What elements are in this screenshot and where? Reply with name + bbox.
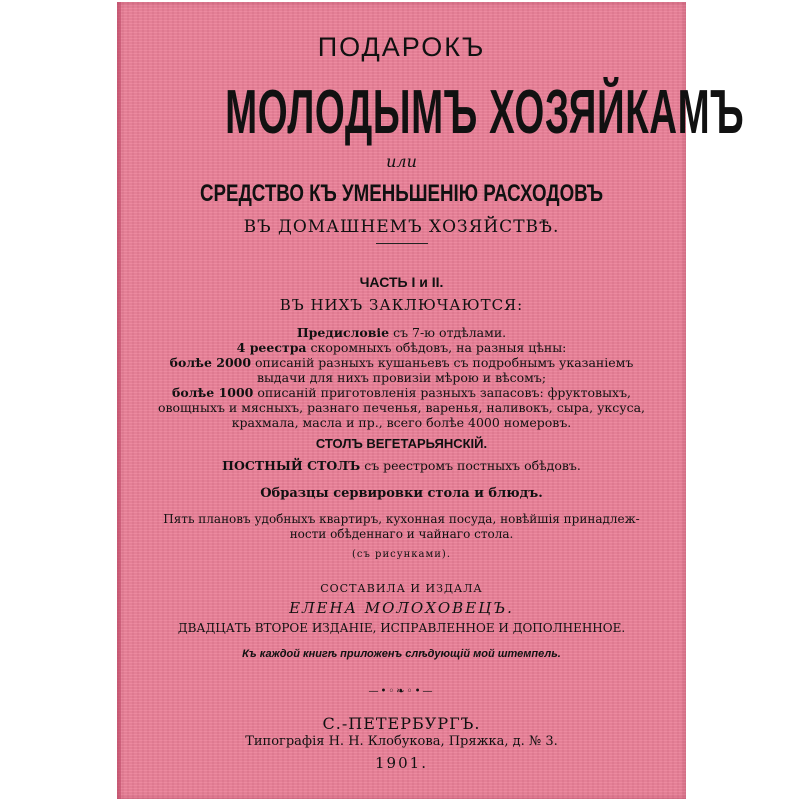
edition-note: ДВАДЦАТЬ ВТОРОЕ ИЗДАНІЕ, ИСПРАВЛЕННОЕ И ДОПОЛНЕННОЕ. [177, 621, 626, 635]
publication-year: 1901. [375, 754, 428, 772]
compiled-by-label: СОСТАВИЛА И ИЗДАЛА [320, 582, 483, 595]
plans-line-1: Пять плановъ удобныхъ квартиръ, кухонная посуда, новѣйшія принадлеж- [163, 512, 640, 526]
contents-line: крахмала, масла и пр., всего болѣе 4000 номеровъ. [231, 415, 572, 430]
illustrations-note: (съ рисунками). [352, 549, 451, 560]
vegetarian-table-heading: СТОЛЪ ВЕГЕТАРЬЯНСКІЙ. [315, 436, 488, 451]
contents-heading: ВЪ НИХЪ ЗАКЛЮЧАЮТСЯ: [279, 296, 524, 314]
contents-line: выдачи для нихъ провизіи мѣрою и вѣсомъ; [256, 370, 547, 385]
title-line-podarok: ПОДАРОКЪ [317, 32, 486, 62]
subtitle-line-1: СРЕДСТВО КЪ УМЕНЬШЕНІЮ РАСХОДОВЪ [199, 180, 604, 207]
contents-line: Предисловіе съ 7-ю отдѣлами. [296, 325, 507, 340]
author-name: ЕЛЕНА МОЛОХОВЕЦЪ. [289, 599, 514, 617]
serving-samples-line: Образцы сервировки стола и блюдъ. [260, 486, 543, 501]
divider-rule [376, 243, 428, 244]
contents-line: 4 реестра скоромныхъ обѣдовъ, на разныя цѣны: [236, 340, 567, 355]
main-title: МОЛОДЫМЪ ХОЗЯЙКАМЪ [225, 78, 745, 147]
book-cover [117, 2, 745, 799]
contents-line: овощныхъ и мясныхъ, разнаго печенья, варенья, наливокъ, сыра, уксуса, [157, 400, 646, 415]
contents-line: болѣе 1000 описаній приготовленія разныхъ запасовъ: фруктовыхъ, [171, 385, 631, 400]
lenten-table-line: ПОСТНЫЙ СТОЛЪ съ реестромъ постныхъ обѣдовъ. [222, 458, 581, 473]
subtitle-line-2: ВЪ ДОМАШНЕМЪ ХОЗЯЙСТВѢ. [243, 217, 560, 237]
contents-line: болѣе 2000 описаній разныхъ кушаньевъ съ подробнымъ указаніемъ [169, 355, 634, 370]
printer-line: Типографія Н. Н. Клобукова, Пряжка, д. № 3. [245, 734, 558, 749]
publication-city: С.-ПЕТЕРБУРГЪ. [322, 714, 481, 733]
ornament-divider: —•◦❧◦•— [368, 686, 435, 697]
part-label: ЧАСТЬ I и II. [359, 274, 444, 290]
title-conjunction: или [386, 152, 417, 171]
cover-edge [117, 2, 121, 799]
plans-line-2: ности обѣденнаго и чайнаго стола. [289, 527, 514, 541]
stamp-note: Къ каждой книгѣ приложенъ слѣдующій мой штемпель. [242, 648, 561, 660]
